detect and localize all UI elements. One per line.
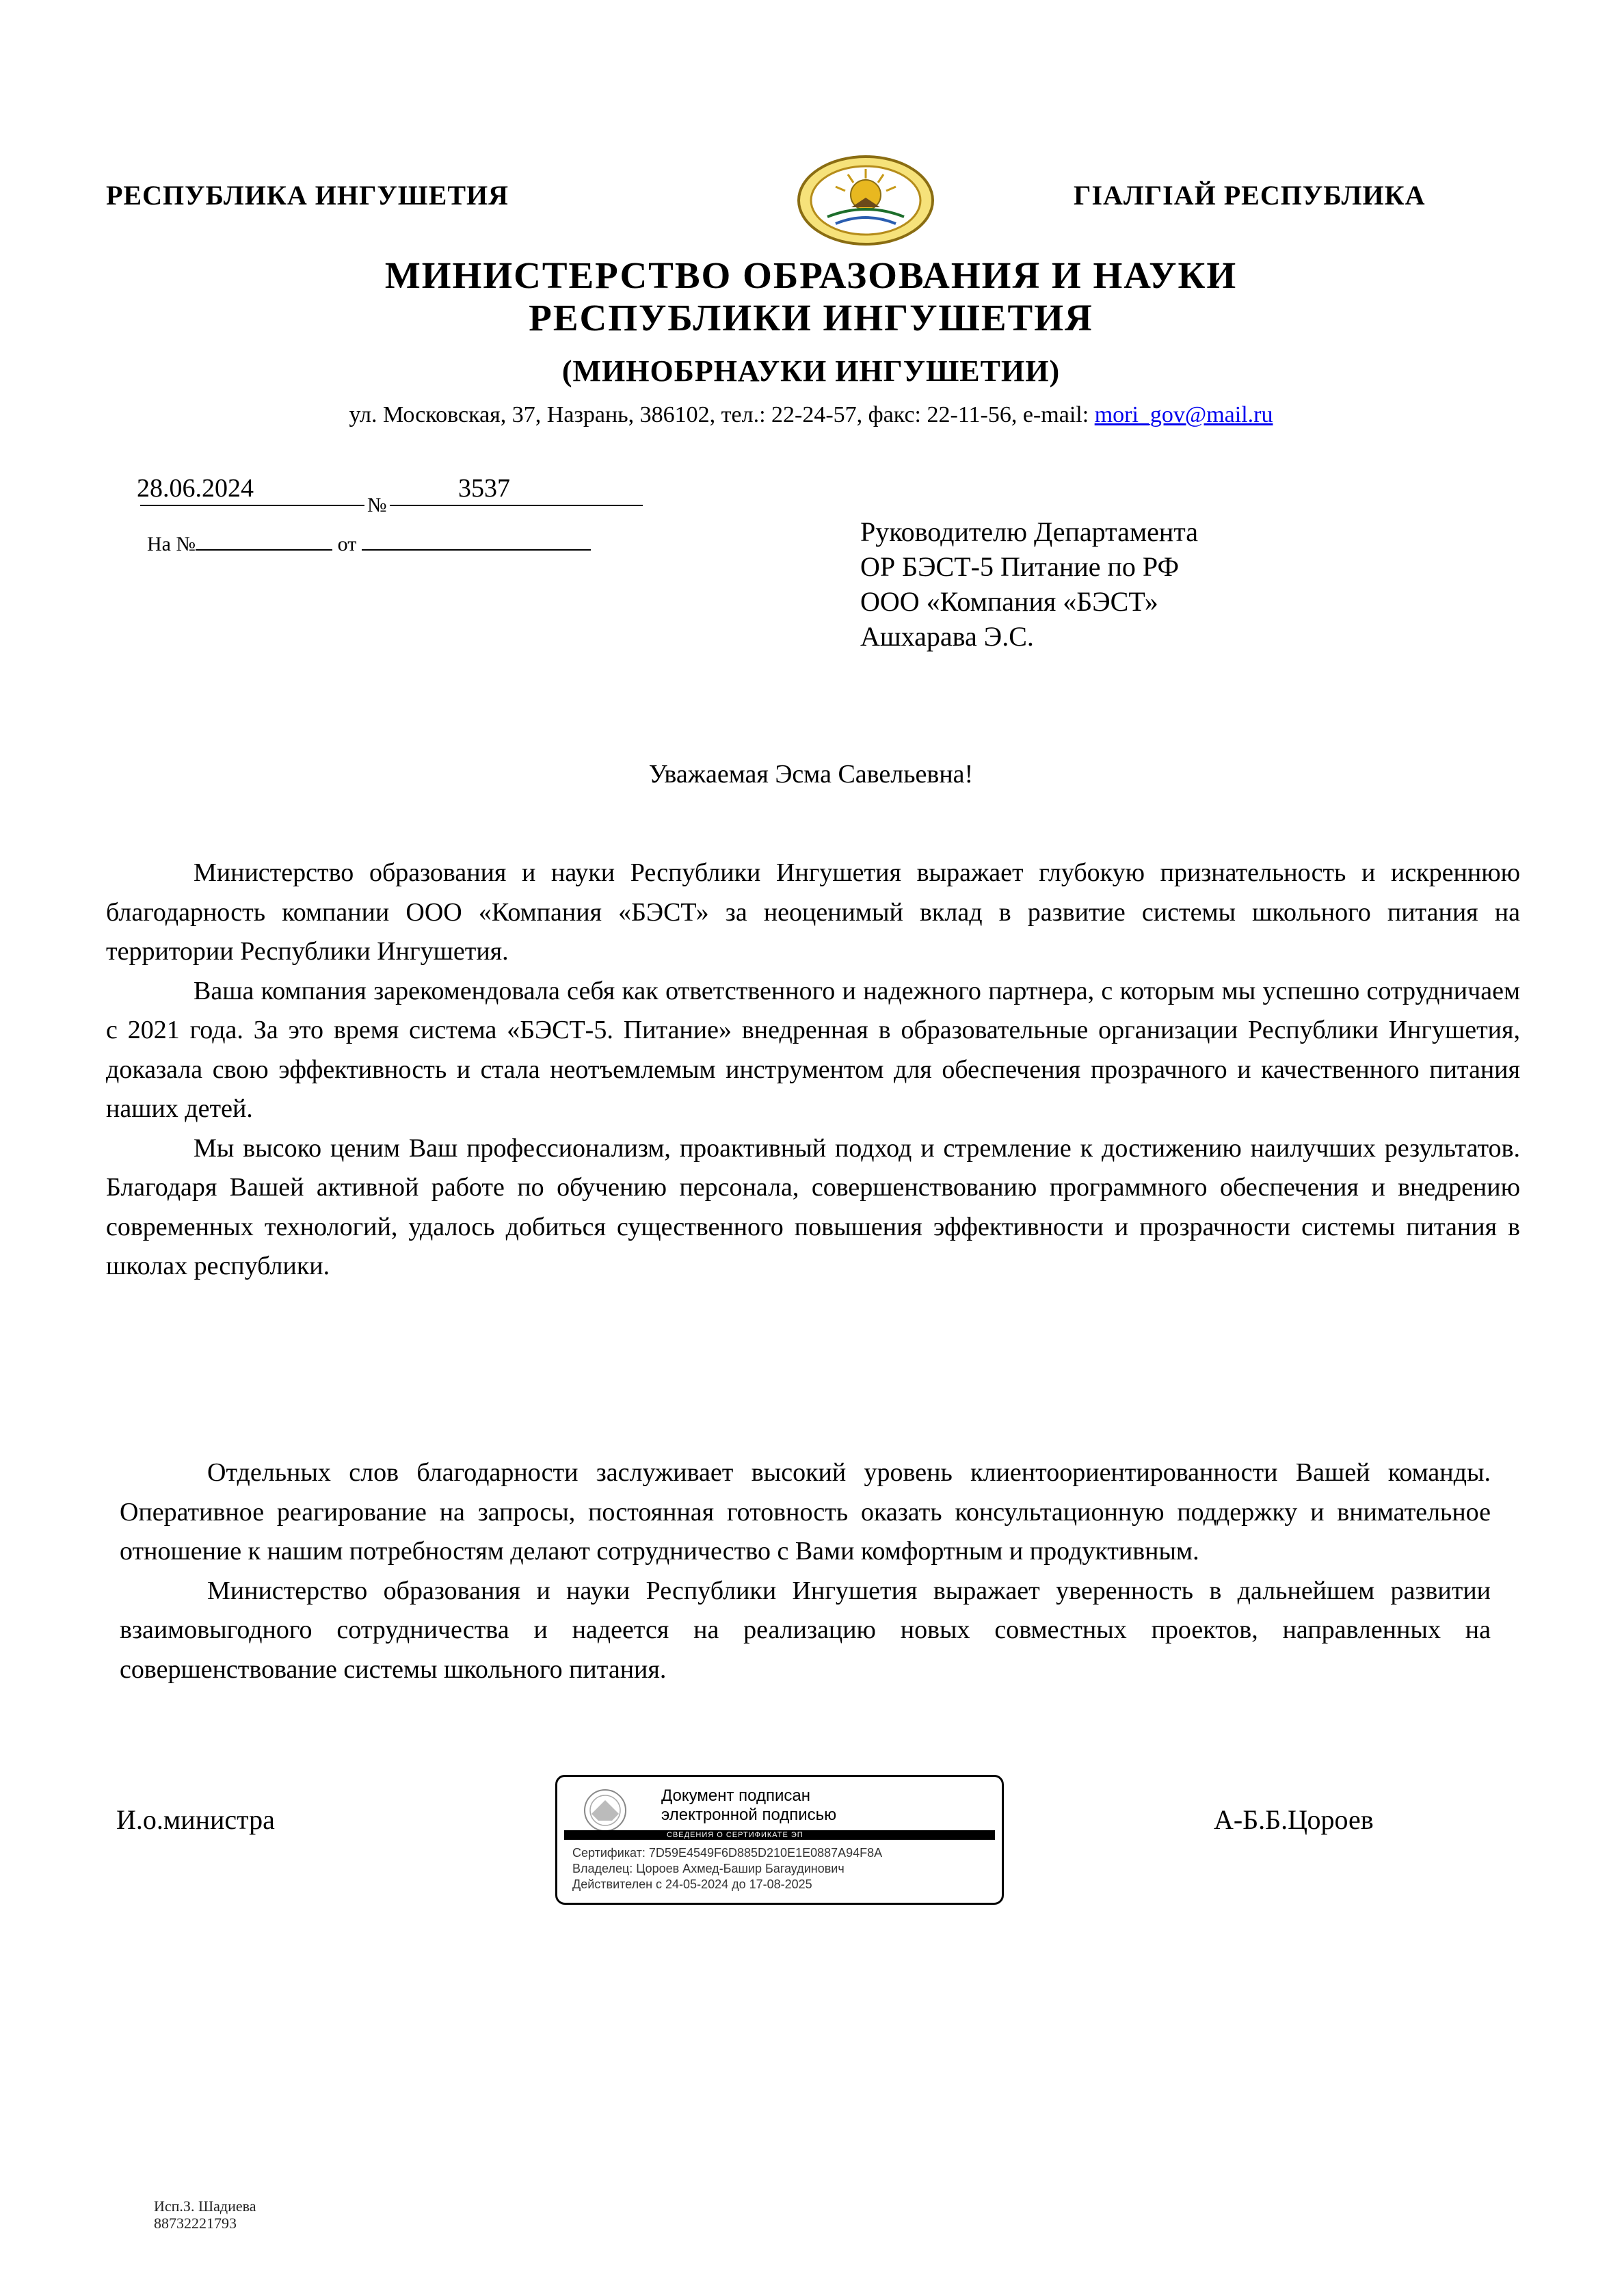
stamp-certificate: Сертификат: 7D59E4549F6D885D210E1E0887A94F8A [572, 1846, 883, 1860]
stamp-emblem-icon [578, 1786, 633, 1834]
recipient-line: Ашхарава Э.С. [860, 621, 1034, 652]
ministry-title-line2: РЕСПУБЛИКИ ИНГУШЕТИЯ [529, 297, 1093, 339]
header-right-title: ГIАЛГIАЙ РЕСПУБЛИКА [1074, 180, 1426, 211]
greeting: Уважаемая Эсма Савельевна! [648, 760, 974, 789]
registration-underline [140, 505, 643, 506]
stamp-owner: Владелец: Цороев Ахмед-Башир Багаудинович [572, 1862, 845, 1875]
recipient-line: Руководителю Департамента [860, 516, 1199, 547]
ministry-address [0, 402, 1622, 428]
reference-date-blank [362, 530, 591, 551]
body-paragraph: Министерство образования и науки Республики Ингушетия выражает уверенность в дальнейшем развитии взаимовыгодного сотрудничества и надеется на реализацию новых совместных проектов, направленных на совершенствование системы школьного питания. [120, 1576, 1491, 1684]
stamp-bar-text: СВЕДЕНИЯ О СЕРТИФИКАТЕ ЭП [667, 1831, 803, 1839]
coat-of-arms-emblem [793, 154, 938, 247]
registration-number: 3537 [458, 474, 510, 503]
executor-phone: 88732221793 [154, 2215, 237, 2232]
recipient-line: ООО «Компания «БЭСТ» [860, 586, 1158, 617]
recipient-line: ОР БЭСТ-5 Питание по РФ [860, 551, 1180, 582]
reference-line [147, 530, 591, 556]
email-link[interactable]: mori_gov@mail.ru [1094, 402, 1273, 427]
reference-from-label: от [337, 533, 357, 555]
signer-title: И.о.министра [116, 1804, 275, 1835]
ministry-title-line1: МИНИСТЕРСТВО ОБРАЗОВАНИЯ И НАУКИ [384, 254, 1238, 296]
body-paragraph: Отдельных слов благодарности заслуживает высокий уровень клиентоориентированности Вашей команды. Оперативное реагирование на запросы, постоянная готовность оказать консультационную поддержку и внимательное отношение к нашим потребностям делают сотрудничество с Вами комфортным и продуктивным. [120, 1458, 1491, 1566]
body-paragraph: Мы высоко ценим Ваш профессионализм, проактивный подход и стремление к достижению наилучших результатов. Благодаря Вашей активной работе по обучению персонала, совершенствованию программного обеспечения и внедрению современных технологий, удалось добиться существенного повышения эффективности и прозрачности системы питания в школах республики. [106, 1133, 1520, 1280]
signer-name: А-Б.Б.Цороев [1214, 1804, 1374, 1835]
stamp-validity: Действителен с 24-05-2024 до 17-08-2025 [572, 1877, 812, 1891]
address-text: ул. Московская, 37, Назрань, 386102, тел.: 22-24-57, факс: 22-11-56, e-mail: [349, 402, 1095, 427]
registration-number-label: № [364, 494, 390, 517]
reference-number-blank [196, 530, 332, 551]
recipient-block [860, 514, 1198, 654]
reference-prefix: На № [147, 533, 196, 555]
e-signature-stamp [555, 1775, 1004, 1905]
stamp-title-line1: Документ подписан [661, 1786, 810, 1805]
header-left-title: РЕСПУБЛИКА ИНГУШЕТИЯ [106, 180, 509, 211]
ministry-title [0, 254, 1622, 339]
letter-body-part2 [120, 1453, 1491, 1689]
body-paragraph: Министерство образования и науки Республики Ингушетия выражает глубокую признательность и искреннюю благодарность компании ООО «Компания «БЭСТ» за неоценимый вклад в развитие системы школьного питания на территории Республики Ингушетия. [106, 858, 1520, 966]
body-paragraph: Ваша компания зарекомендовала себя как ответственного и надежного партнера, с которым мы успешно сотрудничаем с 2021 года. За это время система «БЭСТ-5. Питание» внедренная в образовательные организации Республики Ингушетия, доказала свою эффективность и стала неотъемлемым инструментом для обеспечения прозрачного и качественного питания наших детей. [106, 976, 1520, 1123]
executor-info [154, 2198, 256, 2232]
executor-name: Исп.З. Шадиева [154, 2198, 256, 2215]
stamp-title-line2: электронной подписью [661, 1806, 837, 1824]
registration-date: 28.06.2024 [137, 474, 254, 503]
ministry-abbreviation: (МИНОБРНАУКИ ИНГУШЕТИИ) [561, 354, 1061, 388]
letter-body-part1 [106, 854, 1520, 1286]
